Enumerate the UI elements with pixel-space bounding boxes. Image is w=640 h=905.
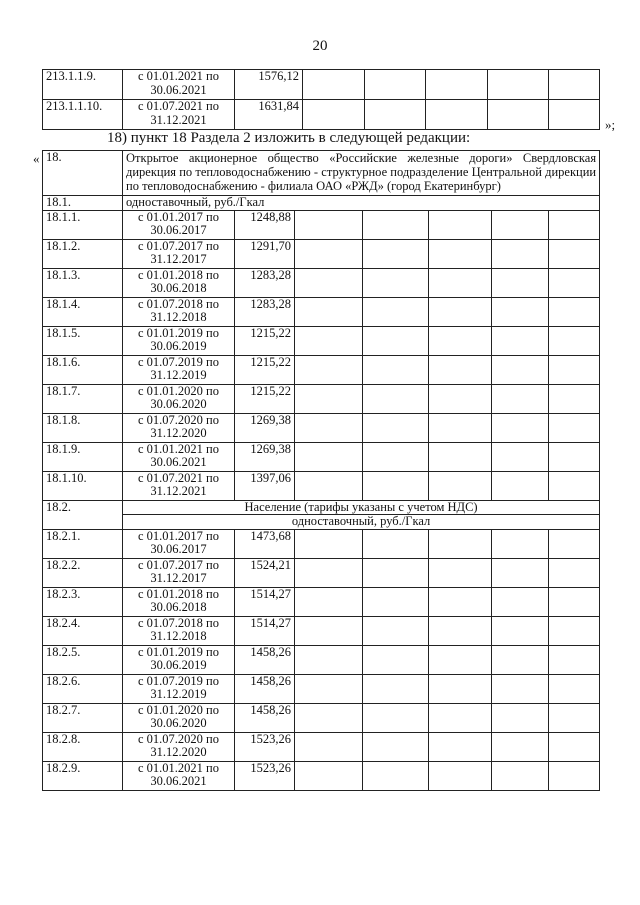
row-value: 1215,22 — [235, 384, 295, 413]
table-row — [43, 268, 600, 297]
table-row — [43, 239, 600, 268]
empty-cell — [549, 761, 600, 790]
row-code: 18.1.3. — [43, 268, 123, 297]
empty-cell — [492, 239, 549, 268]
row-value: 1523,26 — [235, 732, 295, 761]
empty-cell — [429, 413, 492, 442]
empty-cell — [363, 645, 429, 674]
empty-cell — [295, 558, 363, 587]
opening-quote: « — [33, 151, 40, 166]
empty-cell — [492, 384, 549, 413]
empty-cell — [295, 239, 363, 268]
empty-cell — [549, 471, 600, 500]
empty-cell — [365, 70, 426, 100]
row-code: 18.1.8. — [43, 413, 123, 442]
empty-cell — [492, 326, 549, 355]
empty-cell — [429, 297, 492, 326]
empty-cell — [363, 703, 429, 732]
empty-cell — [492, 442, 549, 471]
table-row — [43, 703, 600, 732]
row-period: с 01.07.2021 по 31.12.2021 — [123, 100, 235, 130]
row-period: с 01.01.2021 по 30.06.2021 — [123, 761, 235, 790]
row-code: 18.2.8. — [43, 732, 123, 761]
empty-cell — [363, 558, 429, 587]
row-value: 1397,06 — [235, 471, 295, 500]
table-row — [43, 326, 600, 355]
empty-cell — [429, 384, 492, 413]
empty-cell — [549, 413, 600, 442]
empty-cell — [363, 732, 429, 761]
empty-cell — [295, 442, 363, 471]
empty-cell — [363, 674, 429, 703]
table-row — [43, 529, 600, 558]
empty-cell — [492, 587, 549, 616]
row-code: 213.1.1.9. — [43, 70, 123, 100]
empty-cell — [365, 100, 426, 130]
empty-cell — [429, 587, 492, 616]
row-code: 18.1.2. — [43, 239, 123, 268]
subsection-code: 18.1. — [43, 196, 123, 211]
empty-cell — [492, 297, 549, 326]
table-row — [43, 558, 600, 587]
empty-cell — [429, 703, 492, 732]
empty-cell — [363, 355, 429, 384]
empty-cell — [295, 645, 363, 674]
row-code: 18.2.1. — [43, 529, 123, 558]
row-code: 18.2.6. — [43, 674, 123, 703]
empty-cell — [492, 558, 549, 587]
row-value: 1523,26 — [235, 761, 295, 790]
empty-cell — [363, 616, 429, 645]
row-code: 18.1.9. — [43, 442, 123, 471]
empty-cell — [492, 471, 549, 500]
row-code: 18.2.7. — [43, 703, 123, 732]
empty-cell — [429, 761, 492, 790]
empty-cell — [549, 239, 600, 268]
table-row — [43, 587, 600, 616]
row-period: с 01.07.2020 по 31.12.2020 — [123, 413, 235, 442]
row-value: 1291,70 — [235, 239, 295, 268]
row-value: 1215,22 — [235, 326, 295, 355]
row-period: с 01.01.2017 по 30.06.2017 — [123, 210, 235, 239]
row-code: 18.2.4. — [43, 616, 123, 645]
empty-cell — [549, 732, 600, 761]
row-code: 18.1.1. — [43, 210, 123, 239]
empty-cell — [429, 210, 492, 239]
empty-cell — [549, 100, 600, 130]
section-header-row — [43, 151, 600, 196]
empty-cell — [492, 703, 549, 732]
empty-cell — [295, 210, 363, 239]
table-row — [43, 297, 600, 326]
empty-cell — [492, 761, 549, 790]
empty-cell — [295, 326, 363, 355]
row-code: 213.1.1.10. — [43, 100, 123, 130]
row-period: с 01.07.2019 по 31.12.2019 — [123, 674, 235, 703]
empty-cell — [363, 471, 429, 500]
row-period: с 01.01.2021 по 30.06.2021 — [123, 442, 235, 471]
empty-cell — [549, 210, 600, 239]
row-period: с 01.01.2019 по 30.06.2019 — [123, 645, 235, 674]
empty-cell — [426, 100, 488, 130]
organization-name: Открытое акционерное общество «Российские железные дороги» Свердловская дирекция по тепловодоснабжению - структурное подразделение Центральной дирекции по тепловодоснабжению - филиала ОАО «РЖД» (город Екатеринбург) — [123, 151, 600, 196]
row-code: 18.2.5. — [43, 645, 123, 674]
empty-cell — [492, 645, 549, 674]
empty-cell — [492, 732, 549, 761]
empty-cell — [429, 616, 492, 645]
row-code: 18.1.4. — [43, 297, 123, 326]
row-value: 1283,28 — [235, 268, 295, 297]
subsection-row — [43, 500, 600, 515]
row-period: с 01.07.2018 по 31.12.2018 — [123, 297, 235, 326]
empty-cell — [363, 384, 429, 413]
empty-cell — [492, 355, 549, 384]
empty-cell — [295, 297, 363, 326]
table-row — [43, 413, 600, 442]
row-code: 18.1.7. — [43, 384, 123, 413]
subsection-code: 18.2. — [43, 500, 123, 529]
row-period: с 01.01.2019 по 30.06.2019 — [123, 326, 235, 355]
row-value: 1576,12 — [235, 70, 303, 100]
subsection-row — [43, 515, 600, 530]
subsection-row — [43, 196, 600, 211]
empty-cell — [363, 442, 429, 471]
empty-cell — [295, 674, 363, 703]
row-period: с 01.07.2020 по 31.12.2020 — [123, 732, 235, 761]
empty-cell — [295, 703, 363, 732]
table-row — [43, 674, 600, 703]
row-value: 1458,26 — [235, 645, 295, 674]
empty-cell — [295, 587, 363, 616]
subsection-label: одноставочный, руб./Гкал — [123, 515, 600, 530]
empty-cell — [549, 587, 600, 616]
row-period: с 01.07.2021 по 31.12.2021 — [123, 471, 235, 500]
row-period: с 01.07.2017 по 31.12.2017 — [123, 239, 235, 268]
empty-cell — [295, 471, 363, 500]
row-period: с 01.07.2017 по 31.12.2017 — [123, 558, 235, 587]
empty-cell — [549, 558, 600, 587]
subsection-label: одноставочный, руб./Гкал — [123, 196, 600, 211]
empty-cell — [492, 616, 549, 645]
row-period: с 01.01.2017 по 30.06.2017 — [123, 529, 235, 558]
empty-cell — [549, 529, 600, 558]
empty-cell — [295, 529, 363, 558]
table-row — [43, 384, 600, 413]
row-code: 18.1.10. — [43, 471, 123, 500]
row-value: 1458,26 — [235, 674, 295, 703]
closing-quote: »; — [605, 117, 616, 132]
top-tariff-table — [42, 69, 600, 130]
table-row — [43, 70, 600, 100]
table-row — [43, 761, 600, 790]
row-value: 1269,38 — [235, 442, 295, 471]
row-value: 1283,28 — [235, 297, 295, 326]
table-row — [43, 471, 600, 500]
row-period: с 01.01.2021 по 30.06.2021 — [123, 70, 235, 100]
row-period: с 01.01.2020 по 30.06.2020 — [123, 703, 235, 732]
empty-cell — [363, 239, 429, 268]
empty-cell — [492, 529, 549, 558]
page-number: 20 — [312, 38, 328, 54]
row-value: 1514,27 — [235, 587, 295, 616]
empty-cell — [295, 268, 363, 297]
empty-cell — [295, 384, 363, 413]
empty-cell — [295, 616, 363, 645]
empty-cell — [295, 761, 363, 790]
row-value: 1473,68 — [235, 529, 295, 558]
empty-cell — [363, 268, 429, 297]
table-row — [43, 100, 600, 130]
empty-cell — [488, 100, 549, 130]
empty-cell — [303, 70, 365, 100]
empty-cell — [549, 297, 600, 326]
subsection-label: Население (тарифы указаны с учетом НДС) — [123, 500, 600, 515]
row-code: 18.1.6. — [43, 355, 123, 384]
empty-cell — [429, 239, 492, 268]
empty-cell — [429, 645, 492, 674]
row-code: 18.2.9. — [43, 761, 123, 790]
empty-cell — [549, 384, 600, 413]
row-value: 1248,88 — [235, 210, 295, 239]
empty-cell — [549, 674, 600, 703]
row-period: с 01.07.2018 по 31.12.2018 — [123, 616, 235, 645]
empty-cell — [549, 355, 600, 384]
empty-cell — [549, 326, 600, 355]
empty-cell — [549, 645, 600, 674]
row-code: 18.2.2. — [43, 558, 123, 587]
table-row — [43, 732, 600, 761]
empty-cell — [549, 616, 600, 645]
row-value: 1215,22 — [235, 355, 295, 384]
row-period: с 01.01.2018 по 30.06.2018 — [123, 268, 235, 297]
empty-cell — [429, 471, 492, 500]
empty-cell — [426, 70, 488, 100]
row-code: 18.1.5. — [43, 326, 123, 355]
empty-cell — [492, 413, 549, 442]
amendment-instruction: 18) пункт 18 Раздела 2 изложить в следующей редакции: — [107, 130, 471, 146]
row-value: 1269,38 — [235, 413, 295, 442]
empty-cell — [429, 674, 492, 703]
row-period: с 01.01.2020 по 30.06.2020 — [123, 384, 235, 413]
row-period: с 01.01.2018 по 30.06.2018 — [123, 587, 235, 616]
empty-cell — [295, 732, 363, 761]
empty-cell — [295, 413, 363, 442]
section-code: 18. — [43, 151, 123, 196]
empty-cell — [363, 529, 429, 558]
empty-cell — [429, 529, 492, 558]
empty-cell — [549, 703, 600, 732]
row-value: 1458,26 — [235, 703, 295, 732]
empty-cell — [492, 268, 549, 297]
empty-cell — [429, 558, 492, 587]
empty-cell — [363, 761, 429, 790]
table-row — [43, 355, 600, 384]
empty-cell — [303, 100, 365, 130]
empty-cell — [492, 674, 549, 703]
empty-cell — [549, 70, 600, 100]
empty-cell — [295, 355, 363, 384]
table-row — [43, 616, 600, 645]
row-period: с 01.07.2019 по 31.12.2019 — [123, 355, 235, 384]
empty-cell — [549, 268, 600, 297]
empty-cell — [488, 70, 549, 100]
tariff-table-18 — [42, 150, 600, 791]
empty-cell — [363, 210, 429, 239]
row-value: 1514,27 — [235, 616, 295, 645]
empty-cell — [492, 210, 549, 239]
empty-cell — [549, 442, 600, 471]
empty-cell — [429, 355, 492, 384]
table-row — [43, 442, 600, 471]
row-value: 1631,84 — [235, 100, 303, 130]
table-row — [43, 645, 600, 674]
empty-cell — [429, 326, 492, 355]
empty-cell — [363, 587, 429, 616]
empty-cell — [429, 268, 492, 297]
empty-cell — [363, 326, 429, 355]
empty-cell — [363, 297, 429, 326]
row-code: 18.2.3. — [43, 587, 123, 616]
empty-cell — [429, 442, 492, 471]
empty-cell — [429, 732, 492, 761]
row-value: 1524,21 — [235, 558, 295, 587]
table-row — [43, 210, 600, 239]
empty-cell — [363, 413, 429, 442]
